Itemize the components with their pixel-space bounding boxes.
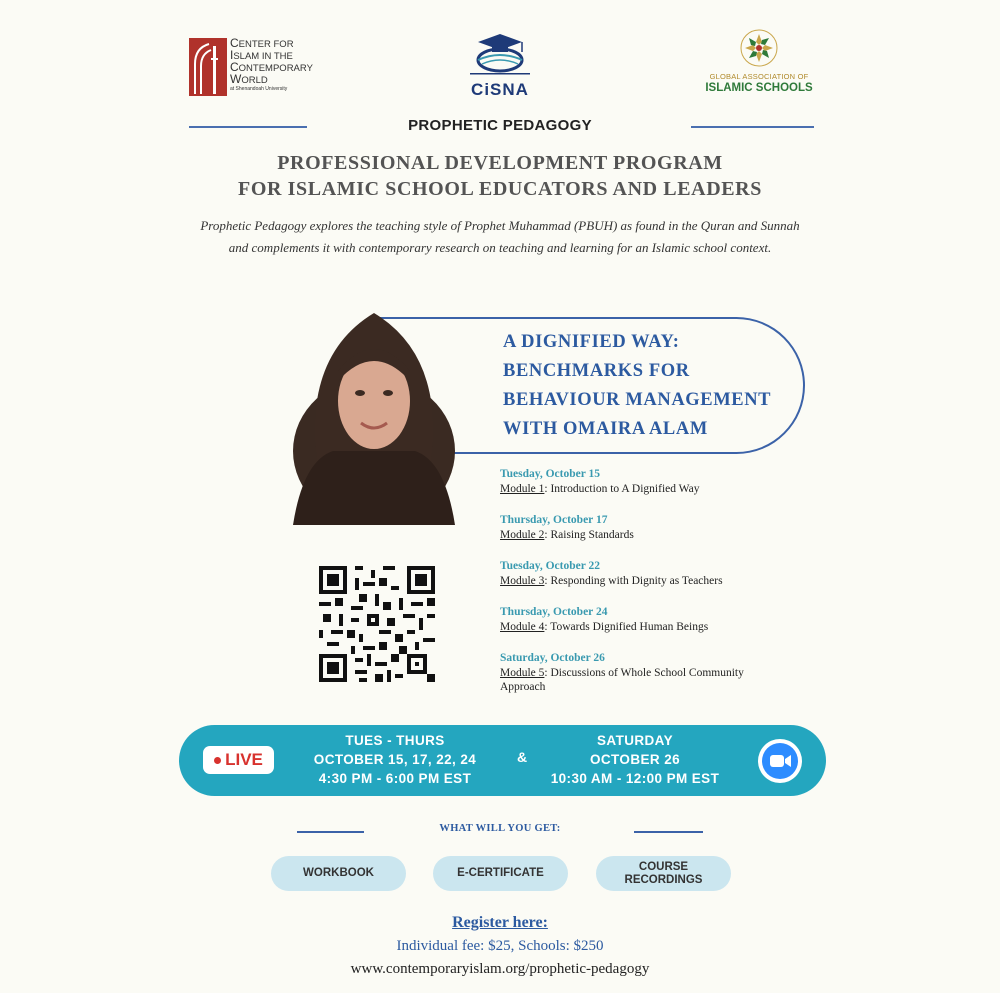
cicw-logo	[189, 36, 329, 100]
live-dot-icon	[214, 757, 221, 764]
intro-text: Prophetic Pedagogy explores the teaching style of Prophet Muhammad (PBUH) as found in the Quran and Sunnah and complements it with contemporary research on teaching and learning for an Islamic school context.	[200, 218, 800, 255]
module-item: Thursday, October 17 Module 2: Raising Standards	[500, 513, 800, 559]
register-link[interactable]: Register here:	[452, 914, 548, 931]
module-date: Thursday, October 17	[500, 514, 608, 526]
program-label: PROPHETIC PEDAGOGY	[408, 117, 592, 134]
gais-logo: GLOBAL ASSOCIATION OF ISLAMIC SCHOOLS	[700, 28, 818, 102]
cicw-emblem-icon	[189, 38, 227, 96]
weekend-schedule: SATURDAY OCTOBER 26 10:30 AM - 12:00 PM EST	[550, 733, 720, 786]
cisna-logo: CiSNA	[462, 30, 538, 102]
module-item: Tuesday, October 15 Module 1: Introduction to A Dignified Way	[500, 467, 800, 513]
benefit-e-certificate: E-CERTIFICATE	[433, 856, 568, 891]
module-schedule	[500, 467, 800, 697]
benefit-workbook: WORKBOOK	[271, 856, 406, 891]
module-date: Tuesday, October 15	[500, 468, 601, 480]
module-item: Thursday, October 24 Module 4: Towards Dignified Human Beings	[500, 605, 800, 651]
benefits-heading: WHAT WILL YOU GET:	[439, 823, 561, 834]
globe-graduation-cap-icon	[462, 30, 538, 80]
module-date: Saturday, October 26	[500, 652, 605, 664]
page-title: PROFESSIONAL DEVELOPMENT PROGRAM FOR ISLAMIC SCHOOL EDUCATORS AND LEADERS	[238, 152, 762, 200]
module-date: Tuesday, October 22	[500, 560, 601, 572]
registration-qr-code[interactable]	[319, 566, 435, 682]
benefit-course-recordings: COURSE RECORDINGS	[596, 856, 731, 891]
live-badge: LIVE	[203, 746, 274, 774]
cicw-wordmark: CENTER FOR ISLAM IN THE CONTEMPORARY WORLD at Shenandoah University	[230, 36, 313, 92]
star-emblem-icon	[700, 28, 818, 72]
zoom-icon	[758, 739, 802, 783]
session-title: A DIGNIFIED WAY: BENCHMARKS FOR BEHAVIOUR MANAGEMENT WITH OMAIRA ALAM	[503, 332, 772, 439]
weekday-schedule: TUES - THURS OCTOBER 15, 17, 22, 24 4:30 PM - 6:00 PM EST	[313, 733, 477, 786]
module-date: Thursday, October 24	[500, 606, 608, 618]
fee-text: Individual fee: $25, Schools: $250	[396, 938, 604, 954]
speaker-portrait	[293, 311, 455, 525]
register-url[interactable]: www.contemporaryislam.org/prophetic-pedagogy	[350, 961, 650, 977]
schedule-separator: &	[516, 749, 528, 765]
module-item: Tuesday, October 22 Module 3: Responding with Dignity as Teachers	[500, 559, 800, 605]
module-item: Saturday, October 26 Module 5: Discussions of Whole School Community Approach	[500, 651, 800, 697]
